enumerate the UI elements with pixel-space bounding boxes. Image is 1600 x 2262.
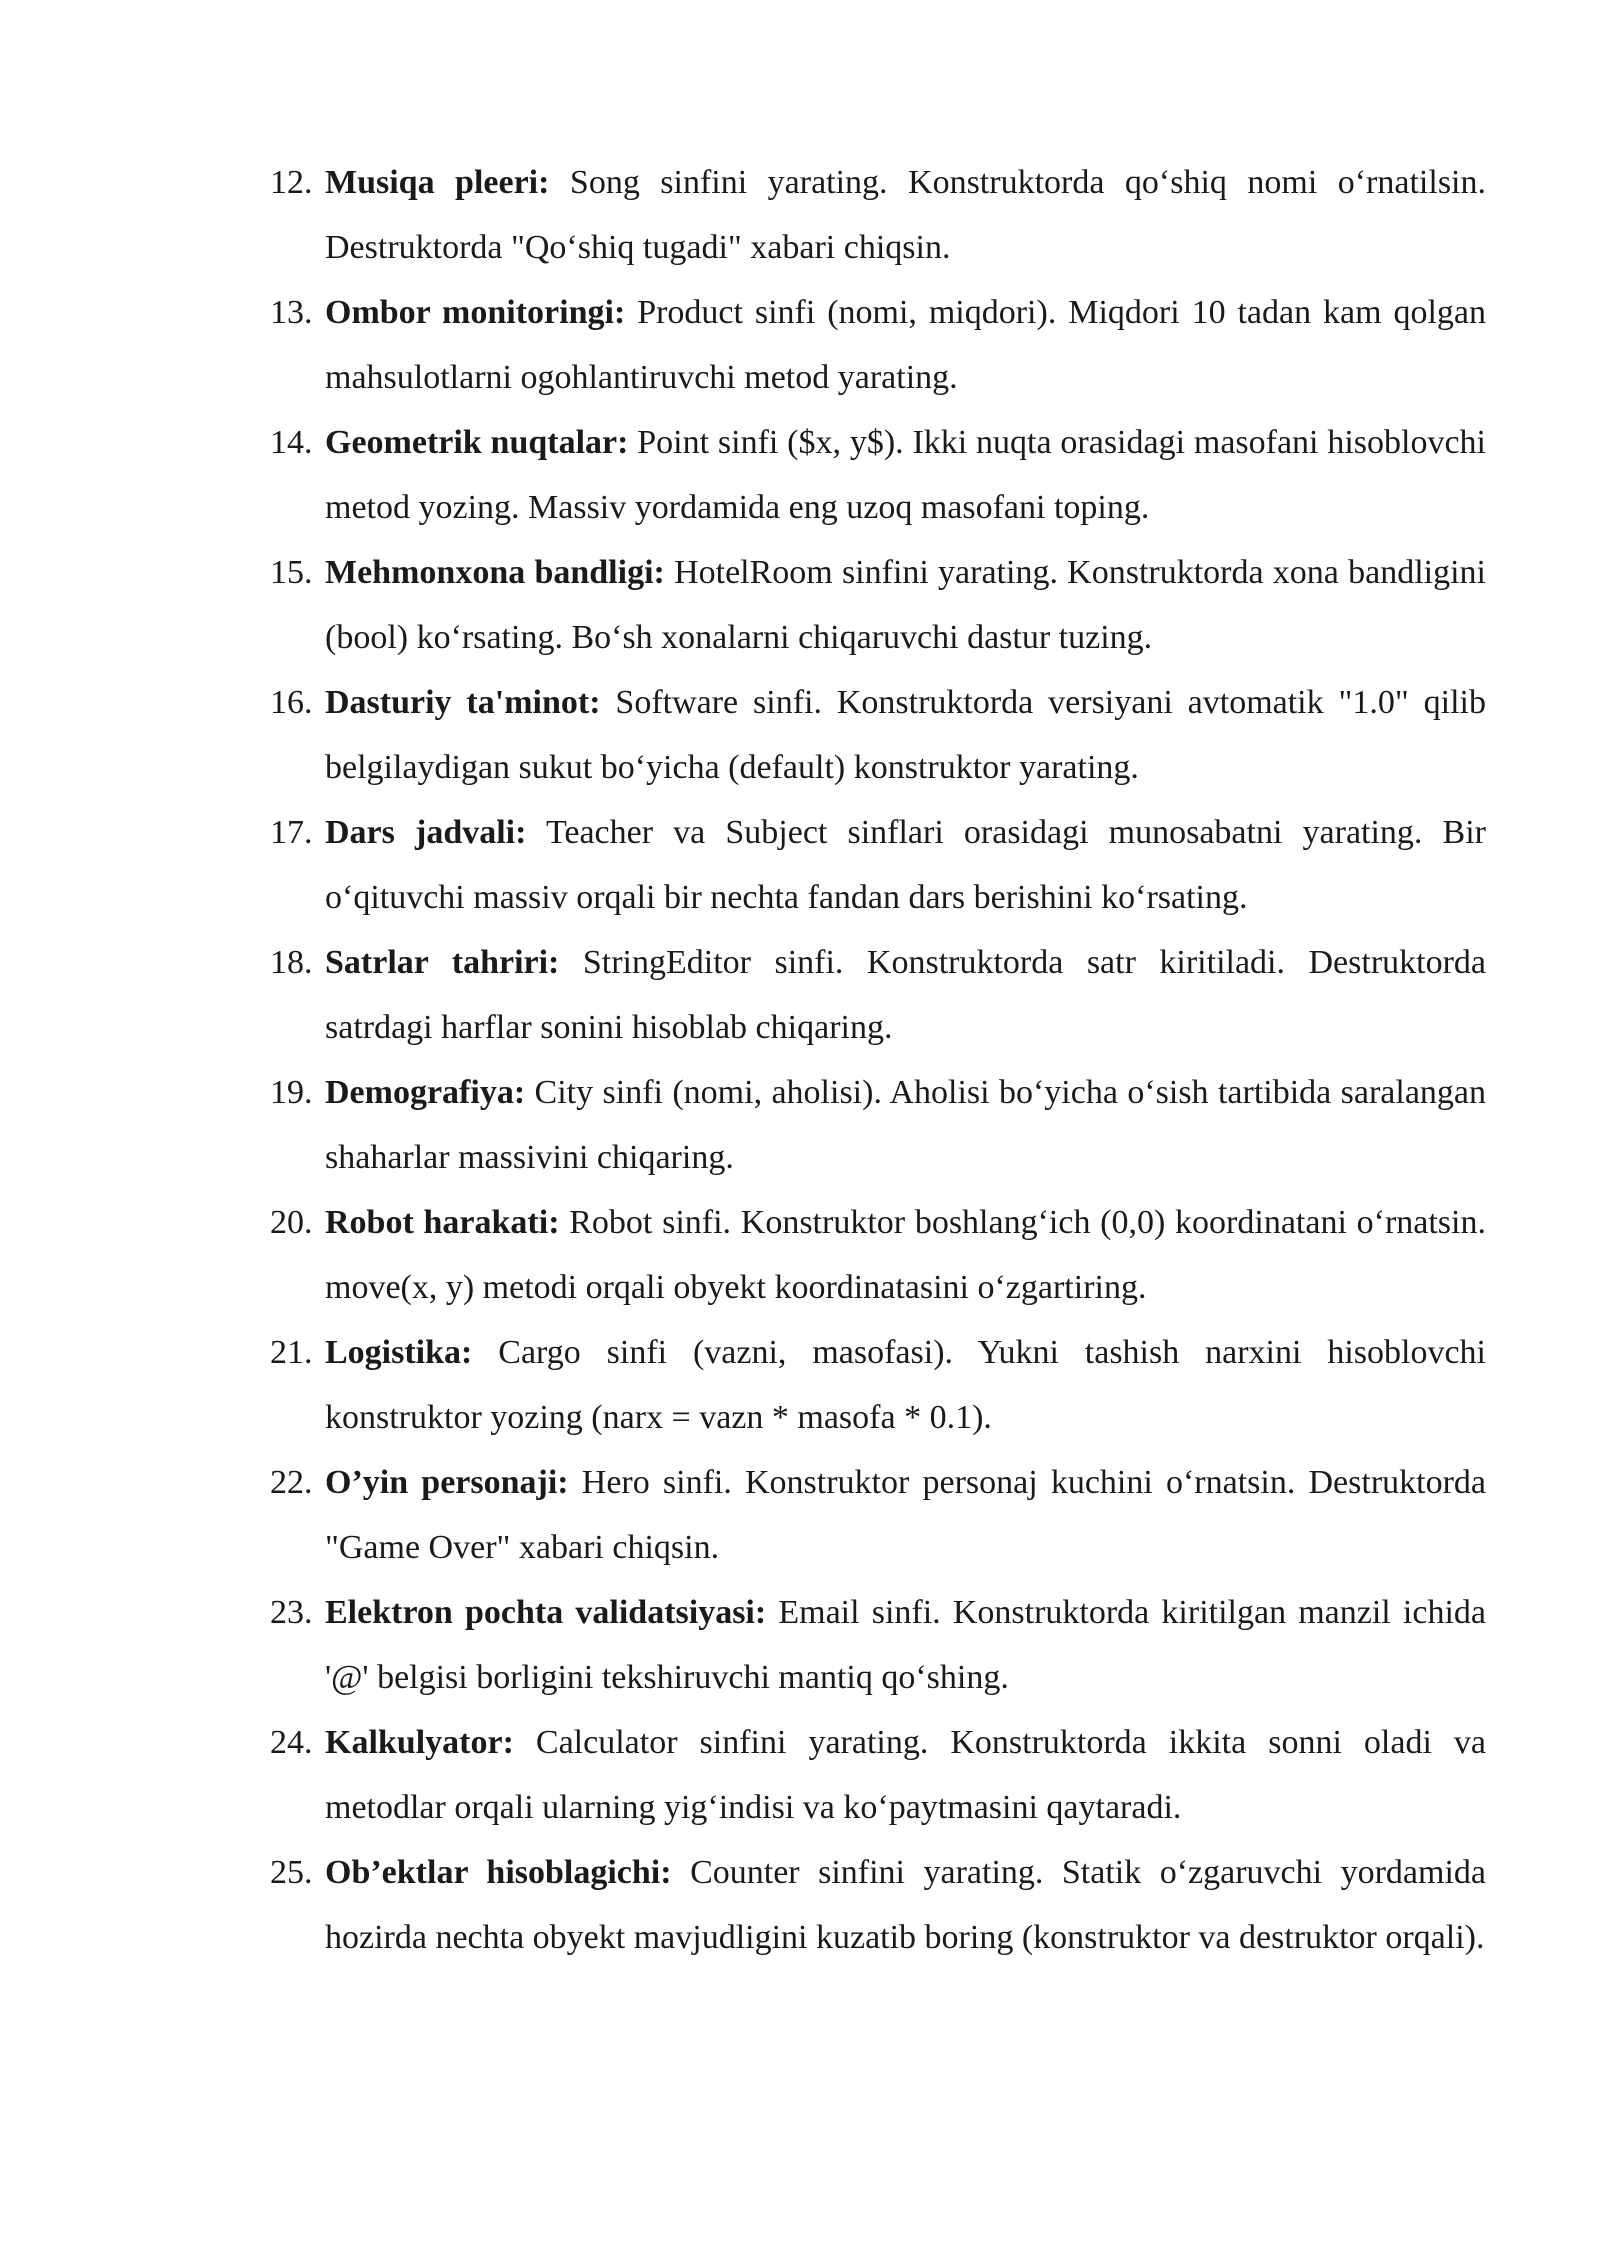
task-text: StringEditor sinfi. Konstruktorda satr kiritiladi. Destruktorda satrdagi harflar sonini hisoblab chiqaring. bbox=[325, 944, 1487, 1046]
task-item-21 bbox=[270, 1320, 1486, 1450]
task-item-16 bbox=[270, 670, 1486, 800]
task-item-14 bbox=[270, 410, 1486, 540]
task-number: 17. bbox=[270, 814, 313, 851]
task-number: 18. bbox=[270, 944, 313, 981]
task-title: Geometrik nuqtalar: bbox=[325, 424, 629, 461]
task-number: 19. bbox=[270, 1074, 313, 1111]
task-title: Logistika: bbox=[325, 1334, 473, 1371]
task-number: 24. bbox=[270, 1724, 313, 1761]
task-text: City sinfi (nomi, aholisi). Aholisi bo‘yicha o‘sish tartibida saralangan shaharlar massivini chiqaring. bbox=[325, 1074, 1486, 1176]
task-title: Robot harakati: bbox=[325, 1204, 560, 1241]
task-title: Ombor monitoringi: bbox=[325, 294, 626, 331]
task-text: Point sinfi ($x, y$). Ikki nuqta orasidagi masofani hisoblovchi metod yozing. Massiv yordamida eng uzoq masofani toping. bbox=[325, 424, 1486, 526]
task-text: Email sinfi. Konstruktorda kiritilgan manzil ichida '@' belgisi borligini tekshiruvchi mantiq qo‘shing. bbox=[325, 1594, 1486, 1696]
task-text: Counter sinfini yarating. Statik o‘zgaruvchi yordamida hozirda nechta obyekt mavjudligini kuzatib boring (konstruktor va destruktor orqali). bbox=[325, 1854, 1486, 1956]
task-item-18 bbox=[270, 930, 1486, 1060]
task-number: 13. bbox=[270, 294, 313, 331]
task-title: Ob’ektlar hisoblagichi: bbox=[325, 1854, 672, 1891]
task-text: Hero sinfi. Konstruktor personaj kuchini o‘rnatsin. Destruktorda "Game Over" xabari chiqsin. bbox=[325, 1464, 1486, 1566]
task-number: 23. bbox=[270, 1594, 313, 1631]
task-text: Software sinfi. Konstruktorda versiyani avtomatik "1.0" qilib belgilaydigan sukut bo‘yicha (default) konstruktor yarating. bbox=[325, 684, 1486, 786]
task-item-23 bbox=[270, 1580, 1486, 1710]
task-text: Robot sinfi. Konstruktor boshlang‘ich (0,0) koordinatani o‘rnatsin. move(x, y) metodi orqali obyekt koordinatasini o‘zgartiring. bbox=[325, 1204, 1486, 1306]
task-item-25 bbox=[270, 1840, 1486, 1970]
task-title: Kalkulyator: bbox=[325, 1724, 514, 1761]
task-number: 20. bbox=[270, 1204, 313, 1241]
task-number: 25. bbox=[270, 1854, 313, 1891]
task-title: Musiqa pleeri: bbox=[325, 164, 550, 201]
task-text: HotelRoom sinfini yarating. Konstruktorda xona bandligini (bool) ko‘rsating. Bo‘sh xonalarni chiqaruvchi dastur tuzing. bbox=[325, 554, 1486, 656]
task-item-19 bbox=[270, 1060, 1486, 1190]
task-number: 12. bbox=[270, 164, 313, 201]
task-text: Product sinfi (nomi, miqdori). Miqdori 10 tadan kam qolgan mahsulotlarni ogohlantiruvchi metod yarating. bbox=[325, 294, 1486, 396]
task-item-22 bbox=[270, 1450, 1486, 1580]
task-title: Demografiya: bbox=[325, 1074, 526, 1111]
task-title: Satrlar tahriri: bbox=[325, 944, 560, 981]
task-text: Song sinfini yarating. Konstruktorda qo‘shiq nomi o‘rnatilsin. Destruktorda "Qo‘shiq tugadi" xabari chiqsin. bbox=[325, 164, 1486, 266]
task-list bbox=[270, 150, 1486, 1970]
task-number: 22. bbox=[270, 1464, 313, 1501]
task-item-13 bbox=[270, 280, 1486, 410]
task-number: 16. bbox=[270, 684, 313, 721]
task-title: O’yin personaji: bbox=[325, 1464, 569, 1501]
task-item-17 bbox=[270, 800, 1486, 930]
task-item-15 bbox=[270, 540, 1486, 670]
task-title: Elektron pochta validatsiyasi: bbox=[325, 1594, 767, 1631]
task-item-20 bbox=[270, 1190, 1486, 1320]
task-item-24 bbox=[270, 1710, 1486, 1840]
task-number: 15. bbox=[270, 554, 313, 591]
task-text: Cargo sinfi (vazni, masofasi). Yukni tashish narxini hisoblovchi konstruktor yozing (narx = vazn * masofa * 0.1). bbox=[325, 1334, 1486, 1436]
task-number: 14. bbox=[270, 424, 313, 461]
task-text: Teacher va Subject sinflari orasidagi munosabatni yarating. Bir o‘qituvchi massiv orqali bir nechta fandan dars berishini ko‘rsating. bbox=[325, 814, 1486, 916]
task-title: Dasturiy ta'minot: bbox=[325, 684, 601, 721]
task-title: Mehmonxona bandligi: bbox=[325, 554, 665, 591]
task-text: Calculator sinfini yarating. Konstruktorda ikkita sonni oladi va metodlar orqali ularning yig‘indisi va ko‘paytmasini qaytaradi. bbox=[325, 1724, 1486, 1826]
task-number: 21. bbox=[270, 1334, 313, 1371]
task-title: Dars jadvali: bbox=[325, 814, 527, 851]
task-item-12 bbox=[270, 150, 1486, 280]
